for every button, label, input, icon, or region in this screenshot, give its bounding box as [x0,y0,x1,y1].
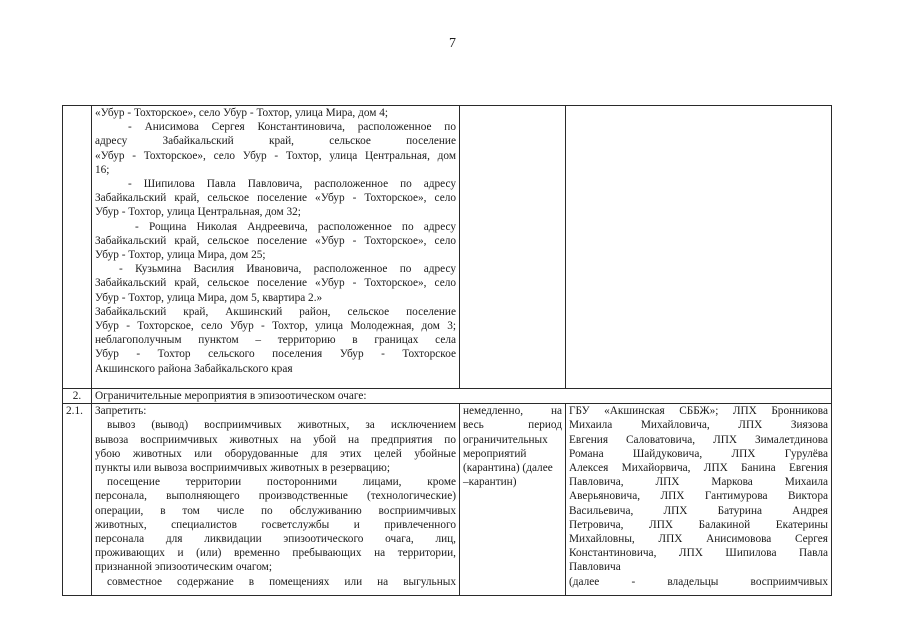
text-line: вывоза восприимчивых животных на убой на предприятия по [95,433,456,446]
text-line: ГБУ «Акшинская СББЖ»; ЛПХ Бронникова [569,405,828,418]
text-line: признанной эпизоотическим очагом; [95,561,272,574]
text-line: (далее - владельцы восприимчивых [569,575,828,588]
text-line: Убур - Тохтор, улица Мира, дом 25; [95,249,266,262]
text-line: Константиновича, ЛПХ Шипилова Павла [569,547,828,560]
text-line: «Убур - Тохторское», село Убур - Тохтор, улица Мира, дом 4; [95,107,389,119]
text-line: Михайловны, ЛПХ Анисимовова Сергея [569,533,828,546]
text-line: вывоз (вывод) восприимчивых животных, за исключением [107,419,456,432]
text-line: Забайкальский край, сельское поселение «Убур - Тохторское», село [95,277,456,290]
cell-section-title: Ограничительные мероприятия в эпизоотическом очаге: [92,389,832,404]
text-line: «Убур - Тохторское», село Убур - Тохтор, улица Центральная, дом [95,149,456,162]
text-line: адресу Забайкальский край, сельское поселение [95,135,456,148]
text-line: операции, в том числе по обслуживанию восприимчивых [95,504,456,517]
text-line: –карантин) [463,476,517,489]
text-line: персонала, выполняющего производственные (технологические) [95,490,456,503]
text-line: Петровича, ЛПХ Балакиной Екатерины [569,518,828,531]
text-line: - Кузьмина Василия Ивановича, расположенное по адресу [119,263,456,276]
text-line: Забайкальский край, сельское поселение «Убур - Тохторское», село [95,234,456,247]
text-line: Евгения Саловатовича, ЛПХ Зималетдинова [569,433,828,446]
text-line: Алексея Михайорвича, ЛПХ Банина Евгения [569,462,828,475]
cell-num: 2.1. [63,404,92,596]
text-line: Убур - Тохторское, село Убур - Тохтор, улица Молодежная, дом 3; [95,320,456,333]
text-line: персонала для ликвидации эпизоотического очага, лиц, [95,533,456,546]
text-line: - Рощина Николая Андреевича, расположенное по адресу [135,220,456,233]
text-line: Запретить: [95,405,147,418]
cell-measure-text [92,404,460,596]
text-line: мероприятий [463,447,527,460]
text-line: Акшинского района Забайкальского края [95,362,293,375]
cell-responsible [566,404,832,596]
text-line: Михаила Михайловича, ЛПХ Зиязова [569,419,828,432]
text-line: Забайкальский край, Акшинский район, сельское поселение [95,305,456,318]
text-line: - Шипилова Павла Павловича, расположенное по адресу [128,178,456,191]
measures-table [62,105,832,596]
text-line: Павловича, ЛПХ Маркова Михаила [569,476,828,489]
cell-responsible-empty [566,106,832,389]
text-line: Забайкальский край, сельское поселение «Убур - Тохторское», село [95,192,456,205]
text-line: проживающих и (или) временно пребывающих на территории, [95,547,456,560]
cell-deadline-empty [460,106,566,389]
cell-continuation-text [92,106,460,389]
text-line: Убур - Тохтор сельского поселения Убур - Тохторское [95,348,456,361]
text-line: убою животных или оборудованные для этих целей убойные [95,447,456,460]
table-row-2-1 [63,404,832,596]
cell-num: 2. [63,389,92,404]
text-line: - Анисимова Сергея Константиновича, расположенное по [128,121,456,134]
text-line: Убур - Тохтор, улица Мира, дом 5, квартира 2.» [95,291,323,304]
text-line: ограничительных [463,433,548,446]
text-line: неблагополучным пунктом – территорию в границах села [95,334,456,347]
text-line: немедленно, на [463,405,562,418]
text-line: (карантина) (далее [463,462,553,475]
text-line: пункты или вывоза восприимчивых животных в резервацию; [95,462,390,475]
table-row-section-2 [63,389,832,404]
cell-deadline [460,404,566,596]
page-number: 7 [449,36,456,51]
text-line: совместное содержание в помещениях или на выгульных [107,575,456,588]
text-line: Убур - Тохтор, улица Центральная, дом 32; [95,206,301,219]
text-line: Васильевича, ЛПХ Батурина Андрея [569,504,828,517]
text-line: посещение территории посторонними лицами, кроме [107,476,456,489]
table-row-continuation [63,106,832,389]
text-line: весь период [463,419,562,432]
text-line: Павловича [569,561,621,574]
text-line: Аверьяновича, ЛПХ Гантимурова Виктора [569,490,828,503]
cell-num-empty [63,106,92,389]
text-line: Романа Шайдуковича, ЛПХ Гурулёва [569,447,828,460]
text-line: животных, специалистов госветслужбы и привлеченного [95,518,456,531]
text-line: 16; [95,163,110,176]
